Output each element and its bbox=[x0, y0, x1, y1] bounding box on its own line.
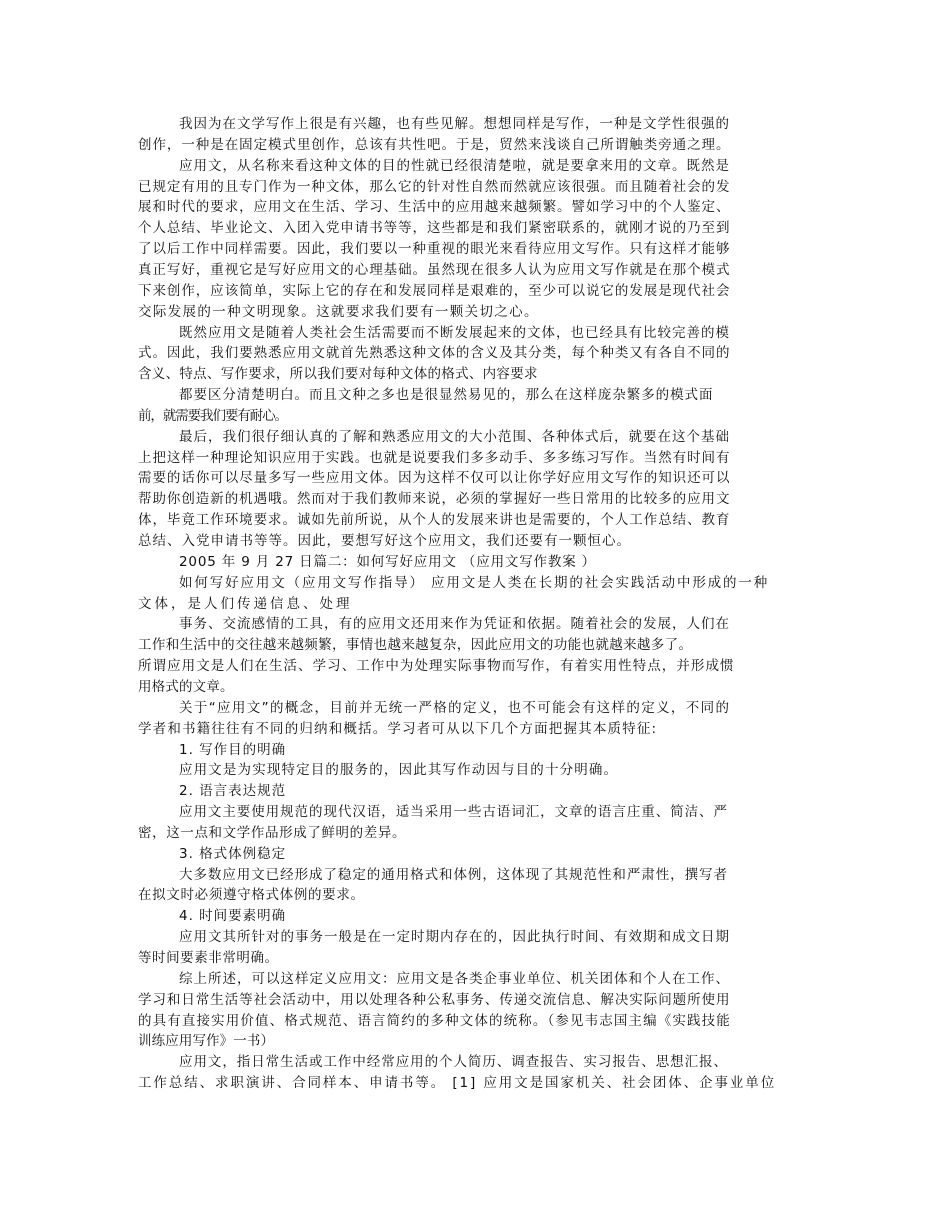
text-line: 创作，一种是在固定模式里创作，总该有共性吧。于是，贸然来浅谈自己所谓触类旁通之理。 bbox=[138, 136, 731, 153]
text-line: 2. 语言表达规范 bbox=[179, 783, 287, 800]
text-line: 学者和书籍往往有不同的归纳和概括。学习者可从以下几个方面把握其本质特征: bbox=[138, 720, 658, 737]
text-line: 上把这样一种理论知识应用于实践。也就是说要我们多多动手、多多练习写作。当然有时间有 bbox=[138, 449, 731, 466]
text-line: 关于“应用文”的概念，目前并无统一严格的定义，也不可能会有这样的定义，不同的 bbox=[179, 699, 731, 716]
text-line: 3. 格式体例稳定 bbox=[179, 845, 287, 862]
text-line: 总结、入党申请书等等。因此，要想写好这个应用文，我们还要有一颗恒心。 bbox=[138, 533, 631, 549]
text-line: 前，就需要我们要有耐心。 bbox=[138, 407, 287, 424]
text-line: 最后，我们很仔细认真的了解和熟悉应用文的大小范围、各种体式后，就要在这个基础 bbox=[179, 428, 730, 445]
text-line: 在拟文时必须遵守格式体例的要求。 bbox=[138, 887, 365, 904]
text-line: 所谓应用文是人们在生活、学习、工作中为处理实际事物而写作，有着实用性特点，并形成惯 bbox=[138, 658, 735, 675]
text-line: 真正写好，重视它是写好应用文的心理基础。虽然现在很多人认为应用文写作就是在那个模式 bbox=[138, 261, 731, 278]
text-line: 工作和生活中的交往越来越频繁，事情也越来越复杂，因此应用文的功能也就越来越多了。 bbox=[138, 637, 693, 654]
text-line: 应用文是为实现特定目的服务的，因此其写作动因与目的十分明确。 bbox=[179, 762, 619, 779]
text-line: 的具有直接实用价值、格式规范、语言简约的多种文体的统称。（参见韦志国主编《实践技能 bbox=[138, 1012, 731, 1029]
text-line: 应用文其所针对的事务一般是在一定时期内存在的，因此执行时间、有效期和成文日期 bbox=[179, 929, 730, 946]
text-line: 综上所述，可以这样定义应用文：应用文是各类企事业单位、机关团体和个人在工作、 bbox=[179, 970, 730, 987]
text-line: 体，毕竟工作环境要求。诚如先前所说，从个人的发展来讲也是需要的，个人工作总结、教育 bbox=[138, 512, 731, 529]
text-line: 4. 时间要素明确 bbox=[179, 908, 287, 925]
text-line: 2005 年 9 月 27 日篇二：如何写好应用文 （应用文写作教案 ） bbox=[179, 553, 596, 570]
text-line: 用格式的文章。 bbox=[138, 678, 234, 695]
text-line: 个人总结、毕业论文、入团入党申请书等等，这些都是和我们紧密联系的，就刚才说的乃至到 bbox=[138, 220, 731, 237]
text-line: 应用文，指日常生活或工作中经常应用的个人简历、调查报告、实习报告、思想汇报、 bbox=[179, 1054, 728, 1071]
text-line: 文体，是人们传递信息、处理 bbox=[138, 595, 353, 612]
text-line: 学习和日常生活等社会活动中，用以处理各种公私事务、传递交流信息、解决实际问题所使用 bbox=[138, 991, 731, 1008]
text-line: 式。因此，我们要熟悉应用文就首先熟悉这种文体的含义及其分类，每个种类又有各自不同的 bbox=[138, 345, 731, 362]
text-line: 应用文，从名称来看这种文体的目的性就已经很清楚啦，就是要拿来用的文章。既然是 bbox=[179, 157, 730, 174]
text-line: 如何写好应用文（应用文写作指导） 应用文是人类在长期的社会实践活动中形成的一种 bbox=[179, 574, 770, 591]
text-line: 下来创作，应该简单，实际上它的存在和发展同样是艰难的，至少可以说它的发展是现代社会 bbox=[138, 282, 731, 299]
text-line: 工作总结、求职演讲、合同样本、申请书等。 [1] 应用文是国家机关、社会团体、企事业单位 bbox=[138, 1075, 777, 1092]
text-line: 需要的话你可以尽量多写一些应用文体。因为这样不仅可以让你学好应用文写作的知识还可以 bbox=[138, 470, 731, 487]
text-line: 展和时代的要求，应用文在生活、学习、生活中的应用越来越频繁。譬如学习中的个人鉴定、 bbox=[138, 199, 731, 216]
text-line: 应用文主要使用规范的现代汉语，适当采用一些古语词汇，文章的语言庄重、简洁、严 bbox=[179, 804, 728, 821]
text-line: 已规定有用的且专门作为一种文体，那么它的针对性自然而然就应该很强。而且随着社会的发 bbox=[138, 178, 731, 195]
text-line: 1. 写作目的明确 bbox=[179, 741, 287, 758]
text-line: 帮助你创造新的机遇哦。然而对于我们教师来说，必须的掌握好一些日常用的比较多的应用文 bbox=[138, 491, 731, 508]
text-line: 密，这一点和文学作品形成了鲜明的差异。 bbox=[138, 824, 407, 841]
text-line: 等时间要素非常明确。 bbox=[138, 950, 279, 966]
text-line: 大多数应用文已经形成了稳定的通用格式和体例，这体现了其规范性和严肃性，撰写者 bbox=[179, 866, 728, 883]
text-line: 交际发展的一种文明现象。这就要求我们要有一颗关切之心。 bbox=[138, 303, 539, 320]
text-line: 既然应用文是随着人类社会生活需要而不断发展起来的文体，也已经具有比较完善的模 bbox=[179, 324, 730, 341]
text-line: 了以后工作中同样需要。因此，我们要以一种重视的眼光来看待应用文写作。只有这样才能够 bbox=[138, 241, 731, 258]
text-line: 我因为在文学写作上很是有兴趣，也有些见解。想想同样是写作，一种是文学性很强的 bbox=[179, 116, 730, 132]
text-line: 都要区分清楚明白。而且文种之多也是很显然易见的，那么在这样庞杂繁多的模式面 bbox=[179, 387, 714, 404]
text-line: 训练应用写作》一书） bbox=[138, 1033, 275, 1050]
text-line: 事务、交流感情的工具，有的应用文还用来作为凭证和依据。随着社会的发展，人们在 bbox=[179, 616, 730, 633]
text-line: 含义、特点、写作要求，所以我们要对每种文体的格式、内容要求 bbox=[138, 366, 538, 383]
